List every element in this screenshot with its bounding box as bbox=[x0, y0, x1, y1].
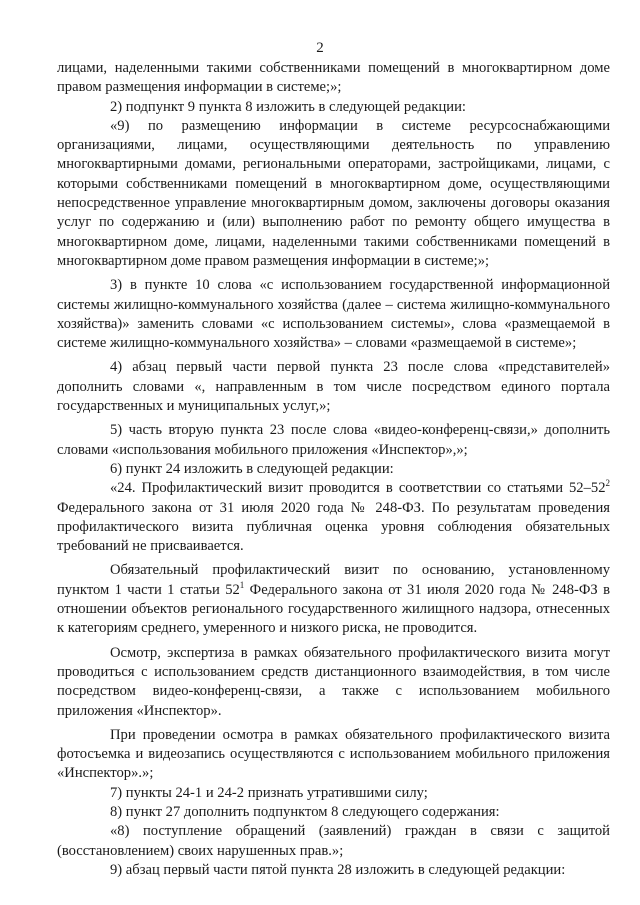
paragraph-item-9: 9) абзац первый части пятой пункта 28 изложить в следующей редакции: bbox=[110, 861, 566, 878]
text-part: Федерального закона от 31 июля 2020 года № 248-ФЗ. По результатам проведения профилактического визита публичная оценка уровня соблюдения обязательных требований не присваивается. bbox=[57, 499, 610, 555]
paragraph-item-5: 5) часть вторую пункта 23 после слова «видео-конференц-связи,» дополнить словами «использования мобильного приложения «Инспектор»,»; bbox=[57, 422, 610, 458]
paragraph-item-6: 6) пункт 24 изложить в следующей редакции: bbox=[110, 460, 394, 477]
superscript: 2 bbox=[605, 478, 610, 489]
text-part: Федерального закона от 31 июля 2020 года № 248-ФЗ в отношении объектов регионального государственного жилищного надзора, отнесенных к категориям среднего, умеренного и низкого риска, не проводится. bbox=[57, 581, 610, 637]
paragraph-mandatory-visit bbox=[57, 561, 610, 638]
page-number: 2 bbox=[316, 40, 324, 56]
paragraph-item-2: 2) подпункт 9 пункта 8 изложить в следующей редакции: bbox=[110, 98, 466, 115]
paragraph-item-7: 7) пункты 24-1 и 24-2 признать утратившими силу; bbox=[110, 784, 428, 801]
paragraph-subitem-9: «9) по размещению информации в системе ресурсоснабжающими организациями, лицами, осуществляющими деятельность по управлению многоквартирными домами, региональными операторами, застройщиками, лицами, с которыми собственниками помещений в многоквартирном доме, осуществляющими непосредственное управление многоквартирным домом, заключены договоры оказания услуг по содержанию и (или) выполнению работ по ремонту общего имущества в многоквартирном доме, лицами, наделенными такими собственниками помещений в многоквартирном доме правом размещения информации в системе;»; bbox=[57, 117, 610, 269]
superscript: 1 bbox=[239, 579, 245, 590]
text-part: Обязательный профилактический визит по основанию, установленному пунктом 1 части 1 статьи 52 bbox=[57, 562, 610, 598]
document-body bbox=[57, 59, 610, 880]
paragraph-point-24 bbox=[57, 479, 610, 556]
paragraph-subitem-8: «8) поступление обращений (заявлений) граждан в связи с защитой (восстановлением) своих нарушенных прав.»; bbox=[57, 823, 610, 859]
paragraph-item-8: 8) пункт 27 дополнить подпунктом 8 следующего содержания: bbox=[110, 803, 500, 820]
paragraph-item-3: 3) в пункте 10 слова «с использованием государственной информационной системы жилищно-коммунального хозяйства (далее – система жилищно-коммунального хозяйства)» заменить словами «с использованием системы», слова «размещаемой в системе жилищно-коммунального хозяйства» – словами «размещаемой в системе»; bbox=[57, 277, 610, 352]
text-part: «24. Профилактический визит проводится в соответствии со статьями 52–52 bbox=[110, 480, 606, 497]
paragraph-inspection: Осмотр, экспертиза в рамках обязательного профилактического визита могут проводиться с использованием средств дистанционного взаимодействия, в том числе посредством видео-конференц-связи, а также с использованием мобильного приложения «Инспектор». bbox=[57, 644, 610, 719]
paragraph-photo-video: При проведении осмотра в рамках обязательного профилактического визита фотосъемка и видеозапись осуществляются с использованием мобильного приложения «Инспектор».»; bbox=[57, 726, 610, 782]
paragraph-continuation: лицами, наделенными такими собственниками помещений в многоквартирном доме правом размещения информации в системе;»; bbox=[57, 60, 610, 96]
paragraph-item-4: 4) абзац первый части первой пункта 23 после слова «представителей» дополнить словами «, направленным в том числе посредством единого портала государственных и муниципальных услуг,»; bbox=[57, 359, 610, 415]
